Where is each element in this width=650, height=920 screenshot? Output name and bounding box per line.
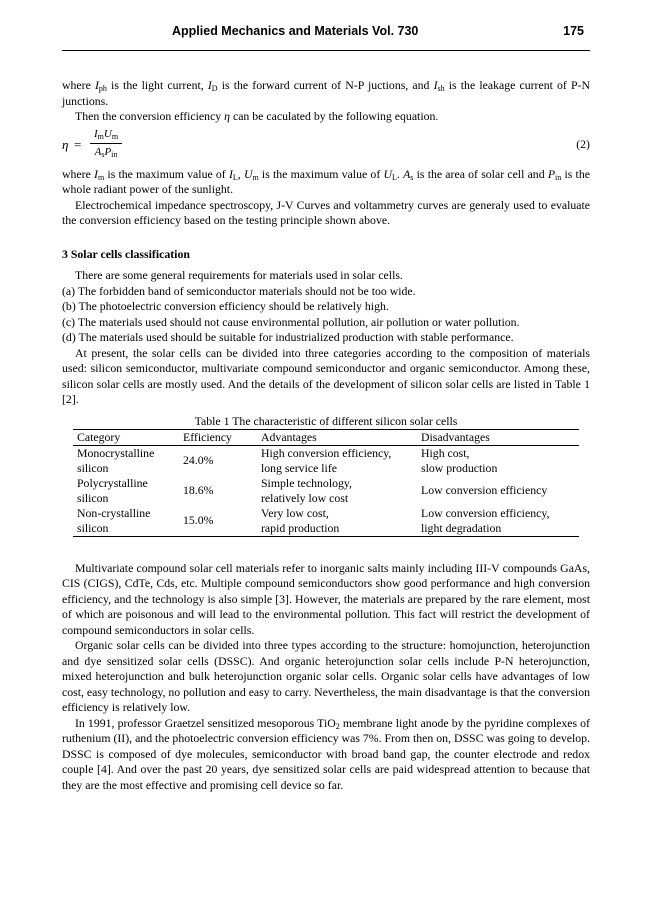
table-cell-efficiency: 15.0% (179, 506, 257, 537)
table-cell-efficiency: 18.6% (183, 483, 214, 497)
table-cell-advantages: Very low cost, rapid production (257, 506, 417, 537)
equation-lhs: η (62, 136, 69, 152)
table-cell-category: Polycrystalline silicon (77, 475, 148, 505)
table-row (73, 476, 579, 506)
table-header-cell: Disadvantages (417, 429, 579, 445)
equation-number: (2) (576, 136, 590, 151)
silicon-cells-table (73, 429, 579, 537)
body-text (62, 78, 590, 793)
table-cell-advantages: High conversion efficiency, long service life (261, 445, 392, 475)
paragraph-categories: At present, the solar cells can be divided into three categories according to the composition of materials used: silicon semiconductor, multivariate compound semiconductor and organic semiconductor. Among these, silicon solar cells are mostly used. And the details of the development of silicon solar cells are listed in Table 1 [2]. (62, 345, 590, 406)
table-cell-category: Non-crystalline silicon (73, 506, 179, 537)
equation-2 (62, 127, 590, 163)
running-header (62, 22, 590, 42)
equation-numerator: $I_mU_m$ (93, 127, 119, 141)
journal-title: Applied Mechanics and Materials Vol. 730 (172, 24, 419, 38)
fraction-bar (90, 143, 122, 144)
table-row (73, 445, 579, 476)
paragraph-dssc-history: In 1991, professor Graetzel sensitized mesoporous TiO$_2$ membrane light anode by the pyridine complexes of ruthenium (II), and the photoelectric conversion efficiency was 7%. From then on, DSSC was going to develop. DSSC is composed of dye molecules, semiconductor with broad band gap, the counter electrode and redox couple [4]. And over the past 20 years, dye sensitized solar cells are paid widespread attention to because that they are the most effective and promising cell device so far. (62, 715, 590, 792)
paragraph-organic-cells: Organic solar cells can be divided into three types according to the structure: homojunction, heterojunction and dye sensitized solar cells (DSSC). And organic heterojunction solar cells include P-N heterojunction, mixed heterojunction and bulk heterojunction organic solar cells. Organic solar cells have advantages of low cost, easy technology, no pollution and easy to carry. Nevertheless, the main disadvantage is that the conversion efficiency is relatively low. (62, 638, 590, 714)
requirement-item: (a) The forbidden band of semiconductor materials should not be too wide. (62, 283, 416, 298)
table-header-cell: Advantages (257, 429, 417, 445)
header-rule (62, 50, 590, 51)
table-cell-efficiency: 24.0% (183, 453, 214, 467)
table-cell-disadvantages: High cost, slow production (421, 445, 498, 475)
table-header-cell: Category (73, 429, 179, 445)
requirement-item: (d) The materials used should be suitable for industrialized production with stable performance. (62, 330, 514, 344)
page-number: 175 (563, 24, 584, 38)
paragraph-compound-semiconductors: Multivariate compound solar cell materials refer to inorganic salts mainly including III-V compounds GaAs, CIS (CIGS), CdTe, Cds, etc. Multiple compound semiconductors show good performance and high conversion efficiency, and the technology is also simple [3]. However, the materials are prepared by the rare element, most of which are poisonous and will lead to the environmental pollution. This fact will restrict the development of compound semiconductors in solar cells. (62, 560, 590, 637)
equation-denominator: $A_sP_{in}$ (94, 146, 118, 159)
section-heading: 3 Solar cells classification (62, 246, 190, 261)
paragraph-efficiency-intro: Then the conversion efficiency η can be caculated by the following equation. (75, 109, 439, 123)
requirement-item: (b) The photoelectric conversion efficiency should be relatively high. (62, 299, 389, 313)
table-cell-category: Monocrystalline silicon (77, 445, 155, 475)
requirement-item: (c) The materials used should not cause environmental pollution, air pollution or water pollution. (62, 314, 520, 329)
table-cell-disadvantages: Low conversion efficiency, light degradation (417, 506, 579, 537)
equation-fraction (90, 127, 122, 161)
table-header-row (73, 429, 579, 445)
paragraph-variable-definitions: where $I_m$ is the maximum value of $I_L$, $U_m$ is the maximum value of $U_L$. $A_s$ is the area of solar cell and $P_{in}$ is the whole radiant power of the sunlight. (62, 166, 590, 196)
table-cell-disadvantages: Low conversion efficiency (421, 483, 548, 497)
paragraph-current-definitions: where $I_{ph}$ is the light current, $I_D$ is the forward current of N-P juctions, and $I_{sh}$ is the leakage current of P-N junctions. (62, 78, 590, 108)
table-cell-advantages: Simple technology, relatively low cost (261, 475, 352, 505)
paragraph-measurement-methods: Electrochemical impedance spectroscopy, J-V Curves and voltammetry curves are generaly used to evaluate the conversion efficiency based on the testing principle shown above. (62, 197, 590, 227)
requirements-intro: There are some general requirements for materials used in solar cells. (75, 268, 403, 282)
spacer (62, 537, 590, 561)
table-header-cell: Efficiency (179, 429, 257, 445)
table-caption: Table 1 The characteristic of different silicon solar cells (194, 413, 458, 428)
table-row (73, 506, 579, 537)
equation-equals: = (74, 136, 82, 152)
